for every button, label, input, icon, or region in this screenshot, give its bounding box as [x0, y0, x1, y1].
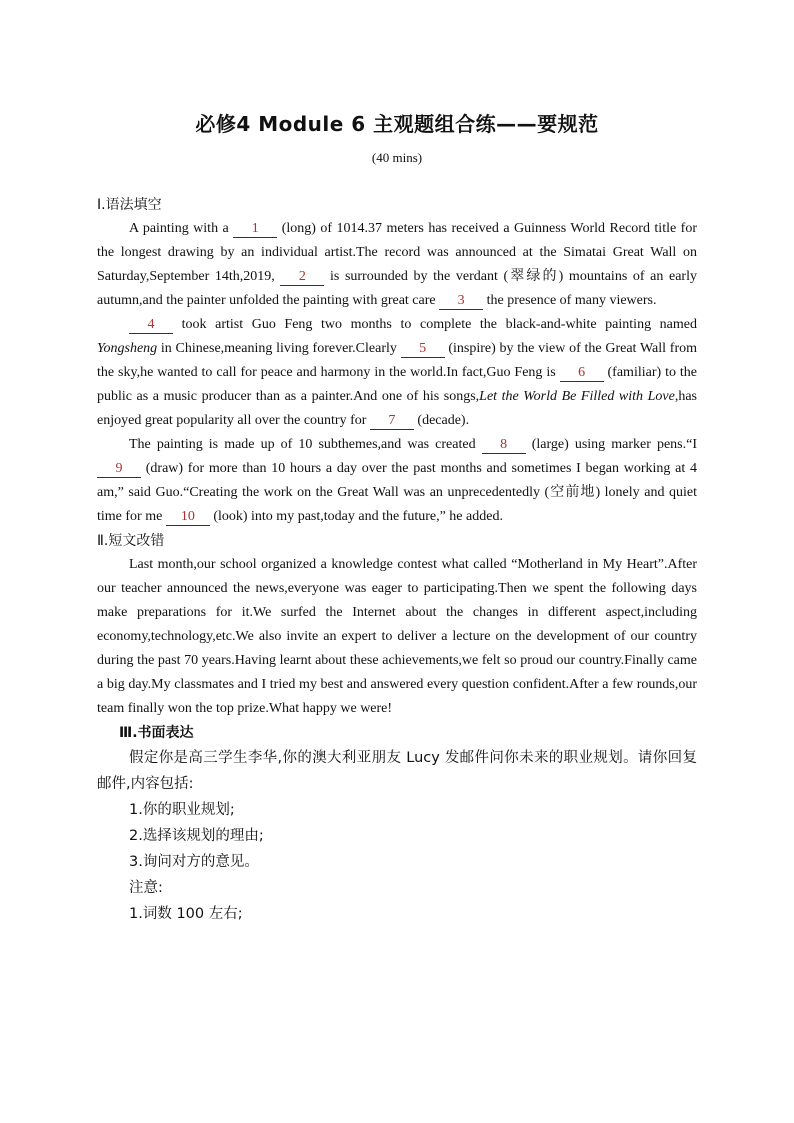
- writing-note-label: 注意:: [129, 880, 163, 896]
- blank-1[interactable]: 1: [233, 221, 277, 238]
- writing-item-2: 2.选择该规划的理由;: [129, 828, 264, 844]
- section-writing-heading: Ⅲ.书面表达: [119, 725, 194, 741]
- writing-note-1: 1.词数 100 左右;: [129, 906, 243, 922]
- blank-2[interactable]: 2: [280, 269, 324, 286]
- writing-prompt: 假定你是高三学生李华,你的澳大利亚朋友 Lucy 发邮件问你未来的职业规划。请你回复邮件,内容包括:: [97, 750, 697, 792]
- blank-9[interactable]: 9: [97, 461, 141, 478]
- blank-3[interactable]: 3: [439, 293, 483, 310]
- worksheet-body: [97, 193, 697, 927]
- writing-item-1: 1.你的职业规划;: [129, 802, 235, 818]
- grammar-paragraph-2: 4 took artist Guo Feng two months to complete the black-and-white painting named Yongsheng in Chinese,meaning living forever.Clearly 5 (inspire) by the view of the Great Wall from the sky,he wanted to call for peace and harmony in the world.In fact,Guo Feng is 6 (familiar) to the public as a music producer than as a painter.And one of his songs,Let the World Be Filled with Love,has enjoyed great popularity all over the country for 7 (decade).: [97, 317, 697, 428]
- blank-5[interactable]: 5: [401, 341, 445, 358]
- blank-7[interactable]: 7: [370, 413, 414, 430]
- blank-8[interactable]: 8: [482, 437, 526, 454]
- writing-item-3: 3.询问对方的意见。: [129, 854, 259, 870]
- grammar-paragraph-1: A painting with a 1 (long) of 1014.37 meters has received a Guinness World Record title for the longest drawing by an individual artist.The record was announced at the Simatai Great Wall on Saturday,September 14th,2019, 2 is surrounded by the verdant (翠绿的) mountains of an early autumn,and the painter unfolded the painting with great care 3 the presence of many viewers.: [97, 221, 697, 308]
- blank-10[interactable]: 10: [166, 509, 210, 526]
- section-grammar-heading: Ⅰ.语法填空: [97, 197, 162, 213]
- page-title: 必修4 Module 6 主观题组合练——要规范: [195, 112, 599, 136]
- error-correction-passage: Last month,our school organized a knowledge contest what called “Motherland in My Heart”.After our teacher announced the news,everyone was eager to participating.Then we spent the following days make preparations for it.We surfed the Internet about the changes in different aspect,including economy,technology,etc.We also invite an expert to deliver a lecture on the development of our country during the past 70 years.Having learnt about these achievements,we felt so proud our country.Finally came a big day.My classmates and I tried my best and answered every question confident.After a few rounds,our team finally won the top prize.What happy we were!: [97, 557, 697, 716]
- blank-6[interactable]: 6: [560, 365, 604, 382]
- time-limit: (40 mins): [371, 150, 423, 165]
- section-error-correction-heading: Ⅱ.短文改错: [97, 533, 165, 549]
- blank-4[interactable]: 4: [129, 317, 173, 334]
- grammar-paragraph-3: The painting is made up of 10 subthemes,and was created 8 (large) using marker pens.“I 9 (draw) for more than 10 hours a day over the past months and sometimes I began working at 4 am,” said Guo.“Creating the work on the Great Wall was an unprecedentedly (空前地) lonely and quiet time for me 10 (look) into my past,today and the future,” he added.: [97, 437, 697, 524]
